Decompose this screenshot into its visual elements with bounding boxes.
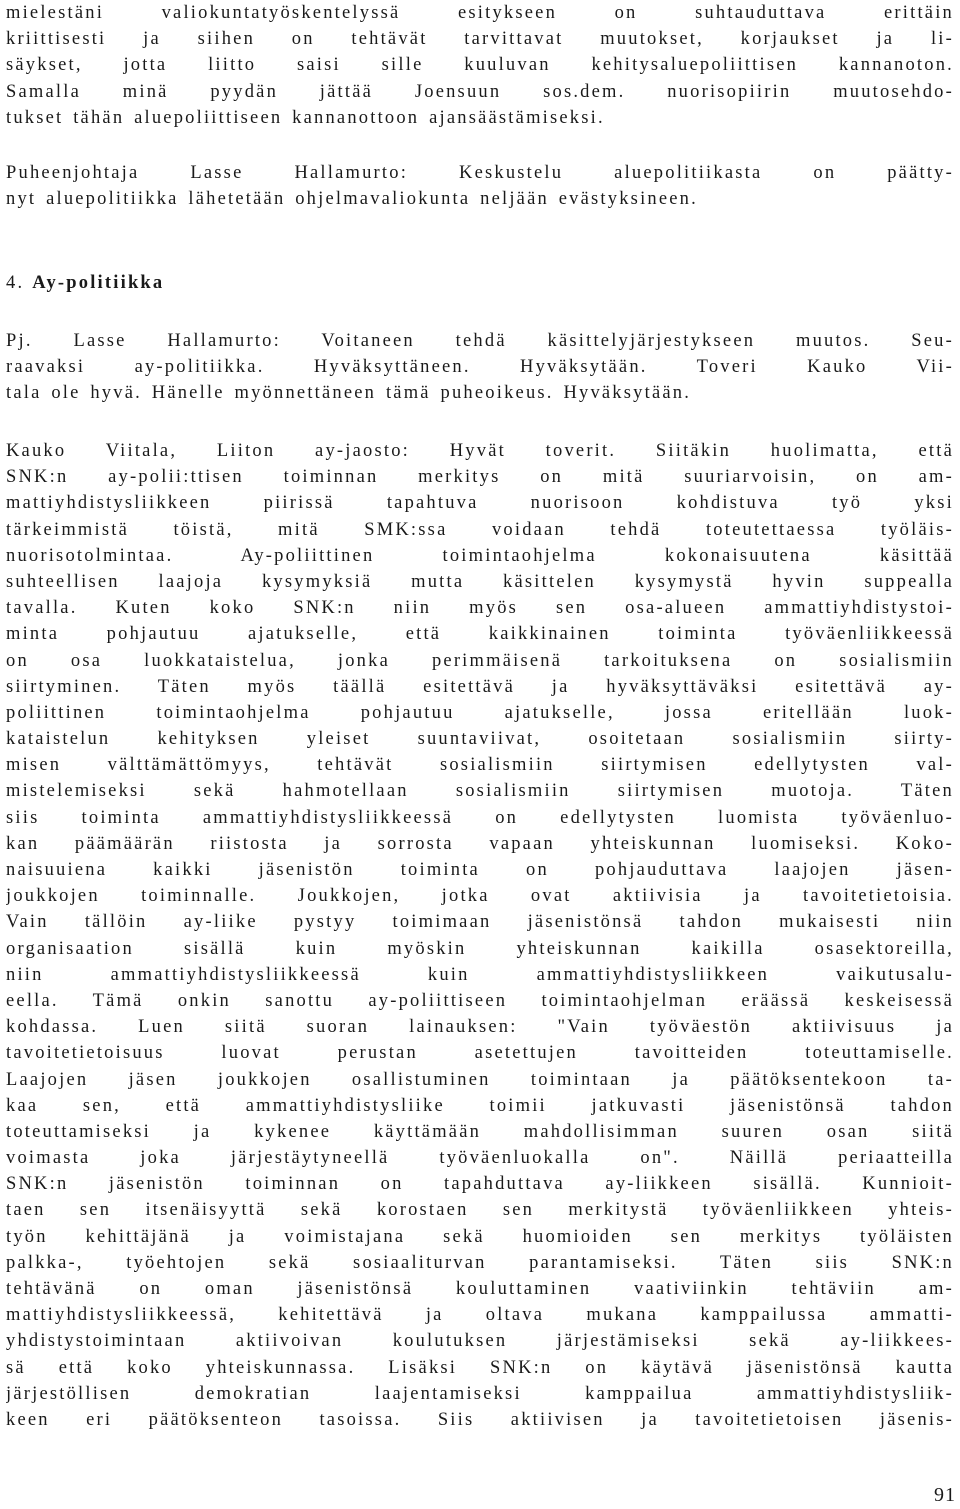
text-line: taen sen itsenäisyyttä sekä korostaen sen merkitystä työväenliikkeen yhteis-: [6, 1200, 954, 1221]
text-line: tukset tähän aluepoliittiseen kannanottoon ajansäästämiseksi.: [6, 107, 605, 128]
text-line: järjestöllisen demokratian laajentamiseksi kamppailua ammattiyhdistysliik-: [6, 1383, 954, 1404]
paragraph-intro: [6, 0, 954, 131]
text-line: kaa sen, että ammattiyhdistysliike toimii jatkuvasti jäsenistönsä tahdon: [6, 1095, 954, 1116]
text-line: on osa luokkataistelua, jonka perimmäisenä tarkoituksena on sosialismiin: [6, 650, 954, 671]
paragraph-chair-1: [6, 160, 954, 212]
text-line: kohdassa. Luen siitä suoran lainauksen: "Vain työväestön aktiivisuus ja: [6, 1017, 954, 1038]
text-line: kataistelun kehityksen yleiset suuntaviivat, osoitetaan sosialismiin siirty-: [6, 729, 954, 750]
text-line: työn kehittäjänä ja voimistajana sekä huomioiden sen merkitys työläisten: [6, 1226, 954, 1247]
text-line: tala ole hyvä. Hänelle myönnettäneen tämä puheoikeus. Hyväksytään.: [6, 383, 692, 404]
text-line: tehtävänä on oman jäsenistönsä kouluttaminen vaativiinkin tehtäviin am-: [6, 1279, 954, 1299]
section-heading: [6, 270, 164, 296]
text-line: säykset, jotta liitto saisi sille kuuluvan kehitysaluepoliittisen kannanoton.: [6, 55, 954, 76]
section-number: 4.: [6, 273, 25, 293]
text-line: Puheenjohtaja Lasse Hallamurto: Keskustelu aluepolitiikasta on päätty-: [6, 163, 954, 183]
text-line: organisaation sisällä kuin myöskin yhteiskunnan kaikilla osasektoreilla,: [6, 938, 954, 959]
text-line: poliittinen toimintaohjelma pohjautuu ajatukselle, jossa eritellään luok-: [6, 702, 954, 723]
text-line: Vain tällöin ay-liike pystyy toimimaan jäsenistönsä tahdon mukaisesti niin: [6, 912, 954, 933]
text-line: sä että koko yhteiskunnassa. Lisäksi SNK:n on käytävä jäsenistönsä kautta: [6, 1357, 954, 1378]
text-line: SNK:n ay-polii:ttisen toiminnan merkitys on mitä suuriarvoisin, on am-: [6, 467, 954, 488]
text-line: palkka-, työehtojen sekä sosiaaliturvan parantamiseksi. Täten siis SNK:n: [6, 1252, 954, 1273]
text-line: siirtyminen. Täten myös täällä esitettävä ja hyväksyttäväksi esitettävä ay-: [6, 676, 954, 697]
text-line: nyt aluepolitiikka lähetetään ohjelmavaliokunta neljään evästyksineen.: [6, 189, 698, 210]
text-line: toteuttamiseksi ja kykenee käyttämään mahdollisimman suuren osan siitä: [6, 1121, 954, 1142]
text-line: kan päämäärän riistosta ja sorrosta vapaan yhteiskunnan luomiseksi. Koko-: [6, 833, 954, 854]
text-line: minta pohjautuu ajatukselle, että kaikkinainen toiminta työväenliikkeessä: [6, 624, 954, 645]
text-line: misen välttämättömyys, tehtävät sosialismiin siirtymisen edellytysten val-: [6, 755, 954, 776]
text-line: suhteellisen laajoja kysymyksiä mutta käsittelen kysymystä hyvin suppealla: [6, 571, 954, 592]
section-title: Ay-politiikka: [32, 273, 165, 293]
paragraph-viitala: [6, 438, 954, 1433]
text-line: nuorisotolmintaa. Ay-poliittinen toimintaohjelma kokonaisuutena käsittää: [6, 545, 954, 566]
text-line: eella. Tämä onkin sanottu ay-poliittiseen toimintaohjelman eräässä keskeisessä: [6, 990, 954, 1011]
text-line: yhdistystoimintaan aktiivoivan koulutuksen järjestämiseksi sekä ay-liikkees-: [6, 1331, 954, 1352]
text-line: kriittisesti ja siihen on tehtävät tarvittavat muutokset, korjaukset ja li-: [6, 29, 954, 50]
text-line: tavalla. Kuten koko SNK:n niin myös sen osa-alueen ammattiyhdistystoi-: [6, 598, 954, 619]
text-line: Pj. Lasse Hallamurto: Voitaneen tehdä käsittelyjärjestykseen muutos. Seu-: [6, 331, 954, 351]
text-line: joukkojen toiminnalle. Joukkojen, jotka ovat aktiivisia ja tavoitetietoisia.: [6, 886, 954, 907]
text-line: siis toiminta ammattiyhdistysliikkeessä on edellytysten luomista työväenluo-: [6, 807, 954, 828]
text-line: tärkeimmistä töistä, mitä SMK:ssa voidaan tehdä toteutettaessa työläis-: [6, 519, 954, 540]
text-line: Kauko Viitala, Liiton ay-jaosto: Hyvät toverit. Siitäkin huolimatta, että: [6, 441, 954, 461]
text-line: Laajojen jäsen joukkojen osallistuminen toimintaan ja päätöksentekoon ta-: [6, 1069, 954, 1090]
text-line: mattiyhdistysliikkeessä, kehitettävä ja oltava mukana kamppailussa ammatti-: [6, 1305, 954, 1326]
text-line: naisuuiena kaikki jäsenistön toiminta on pohjauduttava laajojen jäsen-: [6, 860, 954, 880]
page-number: 91: [934, 1484, 956, 1506]
text-line: keen eri päätöksenteon tasoissa. Siis aktiivisen ja tavoitetietoisen jäsenis-: [6, 1409, 954, 1430]
text-line: raavaksi ay-politiikka. Hyväksyttäneen. Hyväksytään. Toveri Kauko Vii-: [6, 357, 954, 378]
text-line: mistelemiseksi sekä hahmotellaan sosialismiin siirtymisen muotoja. Täten: [6, 781, 954, 802]
text-line: SNK:n jäsenistön toiminnan on tapahduttava ay-liikkeen sisällä. Kunnioit-: [6, 1174, 954, 1195]
text-line: niin ammattiyhdistysliikkeessä kuin ammattiyhdistysliikkeen vaikutusalu-: [6, 964, 954, 985]
text-line: mattiyhdistysliikkeen piirissä tapahtuva nuorisoon kohdistuva työ yksi: [6, 493, 954, 514]
text-line: tavoitetietoisuus luovat perustan asetettujen tavoitteiden toteuttamiselle.: [6, 1043, 954, 1064]
text-line: voimasta joka järjestäytyneellä työväenluokalla on". Näillä periaatteilla: [6, 1148, 954, 1169]
paragraph-chair-2: [6, 328, 954, 407]
text-line: mielestäni valiokuntatyöskentelyssä esitykseen on suhtauduttava erittäin: [6, 3, 954, 23]
text-line: Samalla minä pyydän jättää Joensuun sos.dem. nuorisopiirin muutosehdo-: [6, 81, 954, 102]
